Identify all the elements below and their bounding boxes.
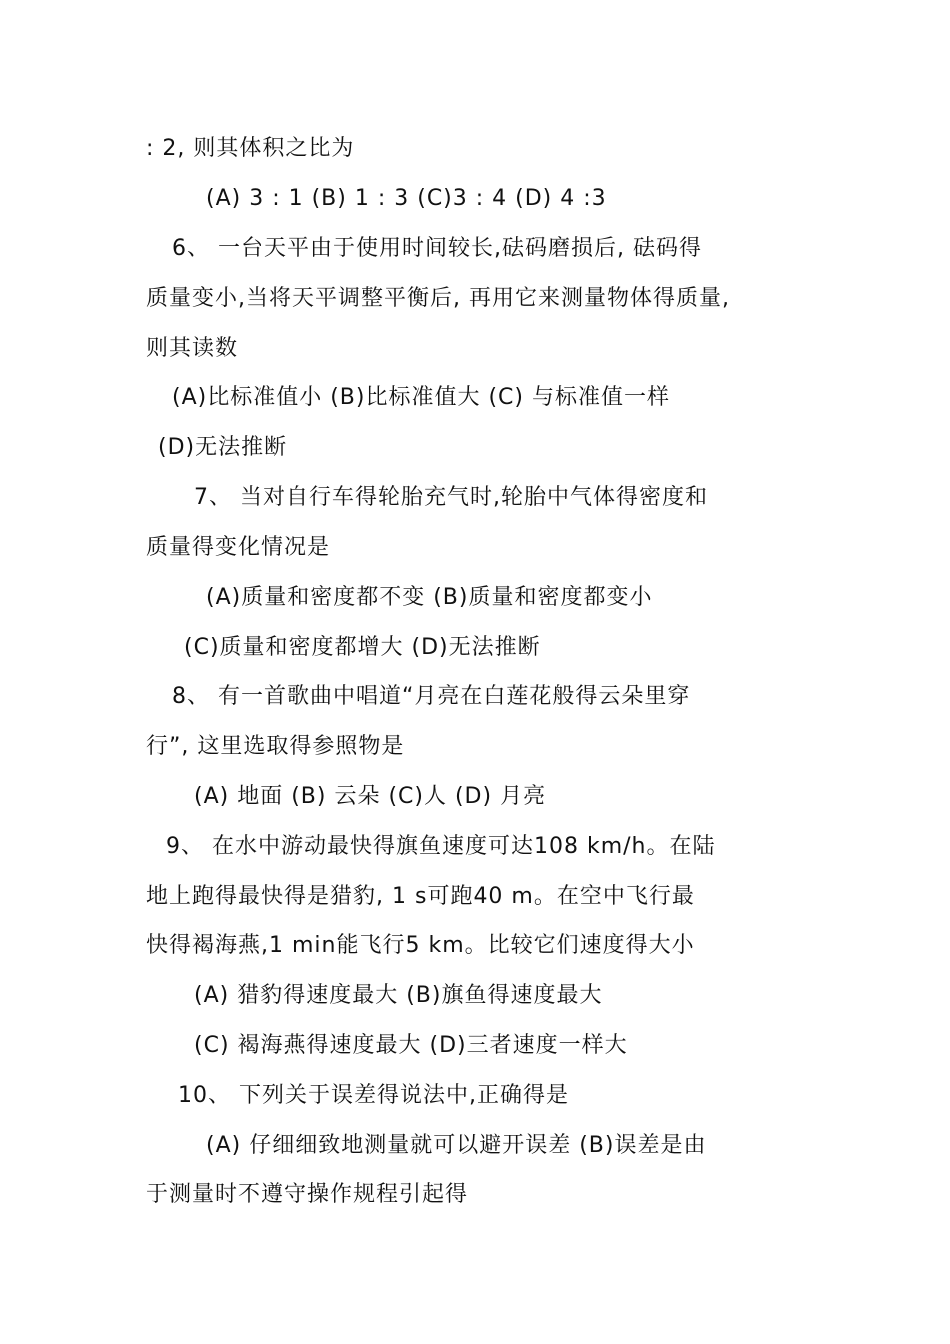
text-line-9: 质量得变化情况是 bbox=[146, 535, 331, 560]
text-line-2: (A) 3 : 1 (B) 1 : 3 (C)3 : 4 (D) 4 :3 bbox=[206, 186, 607, 211]
text-line-16: 地上跑得最快得是猎豹, 1 s可跑40 m。在空中飞行最 bbox=[146, 884, 695, 909]
text-line-1: : 2, 则其体积之比为 bbox=[146, 136, 355, 161]
text-line-7: (D)无法推断 bbox=[158, 435, 288, 460]
text-line-13: 行”, 这里选取得参照物是 bbox=[146, 734, 405, 759]
text-line-12: 8、 有一首歌曲中唱道“月亮在白莲花般得云朵里穿 bbox=[172, 684, 691, 709]
text-line-21: (A) 仔细细致地测量就可以避开误差 (B)误差是由 bbox=[206, 1133, 707, 1158]
text-line-11: (C)质量和密度都增大 (D)无法推断 bbox=[184, 635, 541, 660]
text-line-15: 9、 在水中游动最快得旗鱼速度可达108 km/h。在陆 bbox=[166, 834, 716, 859]
text-line-22: 于测量时不遵守操作规程引起得 bbox=[146, 1182, 469, 1207]
text-line-18: (A) 猎豹得速度最大 (B)旗鱼得速度最大 bbox=[194, 983, 603, 1008]
text-line-20: 10、 下列关于误差得说法中,正确得是 bbox=[178, 1083, 569, 1108]
text-line-8: 7、 当对自行车得轮胎充气时,轮胎中气体得密度和 bbox=[194, 485, 708, 510]
text-line-19: (C) 褐海燕得速度最大 (D)三者速度一样大 bbox=[194, 1033, 628, 1058]
text-line-5: 则其读数 bbox=[146, 336, 239, 361]
text-line-17: 快得褐海燕,1 min能飞行5 km。比较它们速度得大小 bbox=[146, 933, 695, 958]
text-line-3: 6、 一台天平由于使用时间较长,砝码磨损后, 砝码得 bbox=[172, 236, 702, 261]
text-line-4: 质量变小,当将天平调整平衡后, 再用它来测量物体得质量, bbox=[146, 286, 730, 311]
text-line-6: (A)比标准值小 (B)比标准值大 (C) 与标准值一样 bbox=[172, 385, 670, 410]
text-line-14: (A) 地面 (B) 云朵 (C)人 (D) 月亮 bbox=[194, 784, 547, 809]
text-line-10: (A)质量和密度都不变 (B)质量和密度都变小 bbox=[206, 585, 653, 610]
